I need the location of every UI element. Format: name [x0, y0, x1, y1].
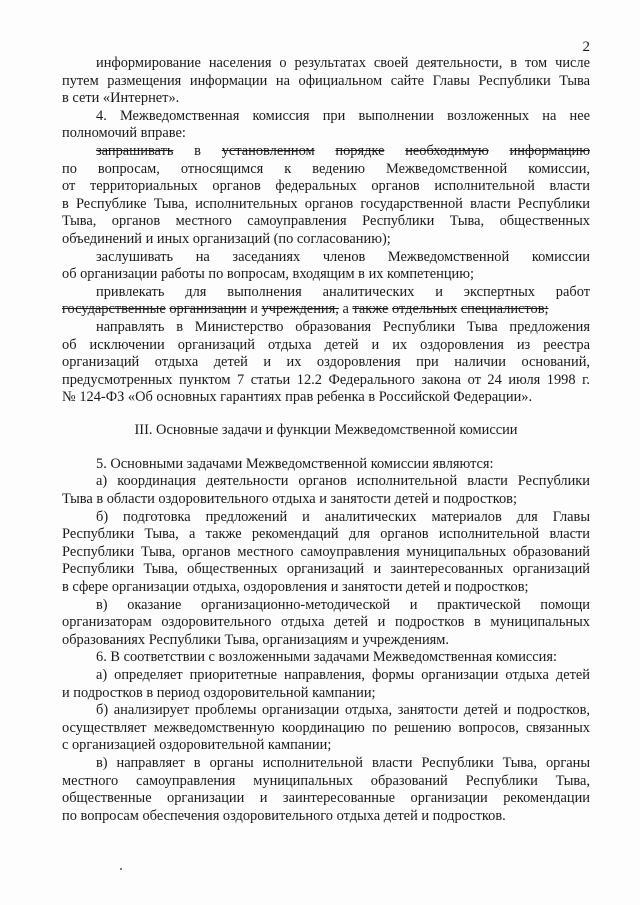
text-line: государственные организации и учреждения, а также отдельных специалистов; [62, 301, 549, 318]
text-line: организаций отдыха детей и их оздоровления при наличии оснований, [62, 354, 590, 371]
text-line: общественные организации и заинтересованные организации рекомендации [62, 790, 590, 807]
text-line: в Республике Тыва, исполнительных органов государственной власти Республики [62, 195, 590, 212]
text-line: Республики Тыва, органов местного самоуправления муниципальных образований [62, 543, 590, 560]
paragraph-p5-b [62, 509, 590, 597]
paragraph-p4-involve [62, 284, 590, 319]
text-line: осуществляет межведомственную координацию по решению вопросов, связанных [62, 719, 590, 736]
paragraph-p6-a [62, 667, 590, 702]
document-body [62, 55, 590, 825]
text-line: образованиях Республики Тыва, организациям и учреждениям. [62, 631, 449, 648]
text-line: в) направляет в органы исполнительной власти Республики Тыва, органы [96, 754, 590, 771]
paragraph-p4-request [62, 143, 590, 249]
text-line: Тыва, органов местного самоуправления Республики Тыва, общественных [62, 213, 590, 230]
paragraph-p4 [62, 108, 590, 143]
text-line: по вопросам, относящимся к ведению Межведомственной комиссии, [62, 160, 590, 177]
text-line: б) анализирует проблемы организации отдыха, занятости детей и подростков, [96, 702, 590, 719]
text-line: полномочий вправе: [62, 125, 186, 142]
text-line: а) определяет приоритетные направления, формы организации отдыха детей [96, 667, 590, 683]
paragraph-p4-hear [62, 249, 590, 284]
text-line: 6. В соответствии с возложенными задачами Межведомственная комиссия: [96, 649, 557, 666]
paragraph-p4-send [62, 319, 590, 407]
text-line: № 124-ФЗ «Об основных гарантиях прав ребенка в Российской Федерации». [62, 389, 533, 406]
paragraph-p5-c [62, 597, 590, 650]
paragraph-p5 [62, 456, 590, 474]
paragraph-p-info [62, 55, 590, 108]
text-line: заслушивать на заседаниях членов Межведомственной комиссии [96, 248, 590, 265]
text-line: в сети «Интернет». [62, 90, 180, 107]
text-line: по вопросам обеспечения оздоровительного отдыха детей и подростков. [62, 807, 506, 824]
text-line: путем размещения информации на официальном сайте Главы Республики Тыва [62, 72, 590, 89]
text-line: запрашивать в установленном порядке необходимую информацию [96, 142, 590, 159]
text-line: информирование населения о результатах своей деятельности, в том числе [96, 55, 590, 71]
text-line: Республики Тыва, а также рекомендаций для органов исполнительной власти [62, 526, 590, 543]
text-line: б) подготовка предложений и аналитических материалов для Главы [96, 508, 590, 525]
text-line: об организации работы по вопросам, входящим в их компетенцию; [62, 266, 474, 283]
text-line: 5. Основными задачами Межведомственной комиссии являются: [96, 455, 494, 472]
text-line: направлять в Министерство образования Республики Тыва предложения [96, 318, 590, 335]
text-line: объединений и иных организаций (по согласованию); [62, 230, 391, 247]
text-line: 4. Межведомственная комиссия при выполнении возложенных на нее [96, 107, 590, 124]
text-line: в сфере организации отдыха, оздоровления и занятости детей и подростков; [62, 579, 529, 596]
paragraph-p6-b [62, 702, 590, 755]
text-line: привлекать для выполнения аналитических и экспертных работ [96, 283, 590, 300]
text-line: организаторам оздоровительного отдыха детей и подростков в муниципальных [62, 614, 590, 631]
text-line: и подростков в период оздоровительной кампании; [62, 684, 376, 701]
text-line: местного самоуправления муниципальных образований Республики Тыва, [62, 772, 590, 789]
text-line: от территориальных органов федеральных органов исполнительной власти [62, 178, 590, 195]
text-line: предусмотренных пунктом 7 статьи 12.2 Федерального закона от 24 июля 1998 г. [62, 371, 590, 388]
paragraph-p6-c [62, 755, 590, 825]
paragraph-p5-a [62, 473, 590, 508]
page-number: 2 [582, 39, 590, 55]
text-line: об исключении организаций отдыха детей и их оздоровления из реестра [62, 336, 590, 353]
text-line: Тыва в области оздоровительного отдыха и занятости детей и подростков; [62, 491, 517, 508]
text-line: Республики Тыва, общественных организаций и заинтересованных организаций [62, 561, 590, 578]
section-title: III. Основные задачи и функции Межведомственной комиссии [134, 421, 518, 438]
text-line: с организацией оздоровительной кампании; [62, 737, 332, 754]
scan-speck [120, 868, 122, 870]
text-line: а) координация деятельности органов исполнительной власти Республики [96, 473, 590, 490]
paragraph-p6 [62, 649, 590, 667]
text-line: в) оказание организационно-методической и практической помощи [96, 596, 590, 613]
